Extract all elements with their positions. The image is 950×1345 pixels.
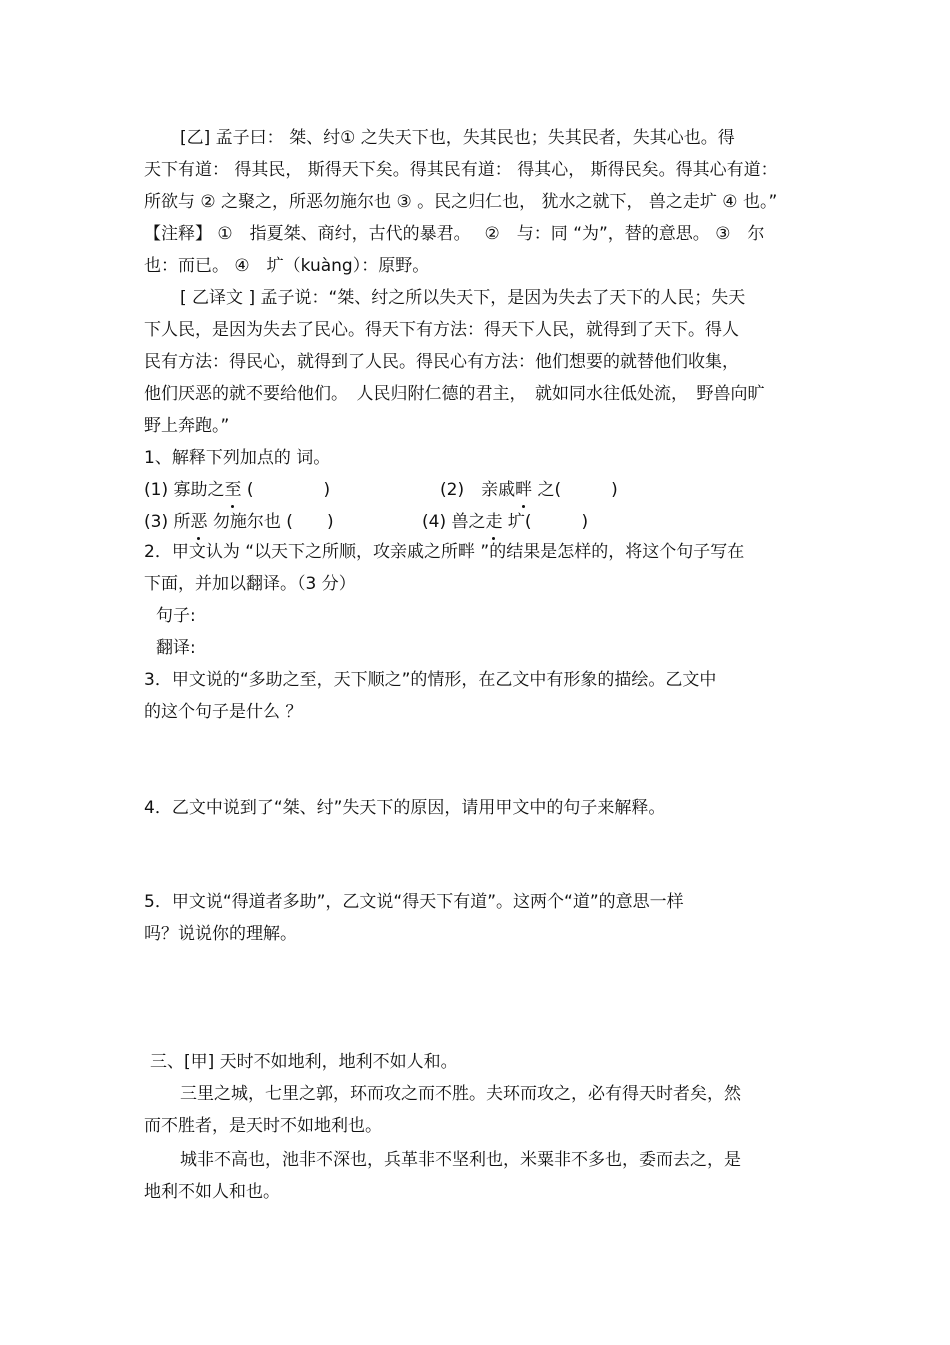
question-5-line-1: 5．甲文说“得道者多助”，乙文说“得天下有道”。这两个“道”的意思一样 <box>144 892 684 912</box>
section-3-p1-line-1: 三里之城，七里之郭，环而攻之而不胜。夫环而攻之，必有得天时者矣，然 <box>180 1084 741 1104</box>
question-2-line-2: 下面，并加以翻译。（3 分） <box>144 574 356 594</box>
item-close: ) <box>611 480 618 500</box>
question-1-item-2 <box>440 478 618 502</box>
translation-line-2: 下人民，是因为失去了民心。得天下有方法：得天下人民，就得到了天下。得人 <box>144 320 739 340</box>
translation-line-3: 民有方法：得民心，就得到了人民。得民心有方法：他们想要的就替他们收集， <box>144 352 739 372</box>
section-3-p1-line-2: 而不胜者，是天时不如地利也。 <box>144 1116 382 1136</box>
translation-line-4: 他们厌恶的就不要给他们。 人民归附仁德的君主， 就如同水往低处流， 野兽向旷 <box>144 384 765 404</box>
translation-line-5: 野上奔跑。” <box>144 416 230 436</box>
question-2-line-1: 2．甲文认为 “以天下之所顺，攻亲戚之所畔 ”的结果是怎样的，将这个句子写在 <box>144 542 745 562</box>
item-suffix: ( <box>241 480 254 500</box>
question-5-line-2: 吗？说说你的理解。 <box>144 924 297 944</box>
section-3-title: 三、[甲] 天时不如地利，地利不如人和。 <box>150 1052 458 1072</box>
question-2-translation-label: 翻译: <box>156 638 196 658</box>
question-1-item-3 <box>144 510 334 534</box>
item-suffix: 圹( <box>502 512 532 532</box>
question-3-line-1: 3．甲文说的“多助之至，天下顺之”的情形，在乙文中有形象的描绘。乙文中 <box>144 670 717 690</box>
annotation-line-2: 也：而已。 ④ 圹（kuàng）：原野。 <box>144 256 430 276</box>
item-close: ) <box>323 480 331 500</box>
item-prefix: (1) 寡助之 <box>144 480 225 500</box>
question-4: 4．乙文中说到了“桀、纣”失天下的原因，请用甲文中的句子来解释。 <box>144 798 666 818</box>
dotted-word: 至 <box>224 480 242 500</box>
translation-line-1: [ 乙译文 ] 孟子说：“桀、纣之所以失天下，是因为失去了天下的人民；失天 <box>180 288 746 308</box>
yi-line-3: 所欲与 ② 之聚之，所恶勿施尔也 ③ 。民之归仁也， 犹水之就下， 兽之走圹 ④ 也。” <box>144 192 778 212</box>
item-close: ) <box>326 512 334 532</box>
item-suffix: 勿施尔也 ( <box>207 512 293 532</box>
section-3-p2-line-1: 城非不高也，池非不深也，兵革非不坚利也，米粟非不多也，委而去之，是 <box>180 1150 741 1170</box>
dotted-word: 畔 <box>515 480 533 500</box>
question-3-line-2: 的这个句子是什么 ？ <box>144 702 303 722</box>
yi-line-1: [乙] 孟子曰： 桀、纣① 之失天下也，失其民也；失其民者，失其心也。得 <box>180 128 735 148</box>
dotted-word: 恶 <box>190 512 208 532</box>
section-3-p2-line-2: 地利不如人和也。 <box>144 1182 280 1202</box>
yi-line-2: 天下有道： 得其民， 斯得天下矣。得其民有道： 得其心， 斯得民矣。得其心有道： <box>144 160 778 180</box>
item-prefix: (2) 亲戚 <box>440 480 516 500</box>
question-1-title: 1、解释下列加点的 词。 <box>144 448 331 468</box>
item-prefix: (3) 所 <box>144 512 191 532</box>
question-1-item-4 <box>422 510 588 534</box>
item-close: ) <box>581 512 589 532</box>
question-1-item-1 <box>144 478 330 502</box>
annotation-line-1: 【注释】 ① 指夏桀、商纣，古代的暴君。 ② 与：同 “为”，替的意思。 ③ 尔 <box>144 224 765 244</box>
item-suffix: 之( <box>532 480 562 500</box>
dotted-word: 走 <box>485 512 503 532</box>
item-prefix: (4) 兽之 <box>422 512 486 532</box>
question-2-sentence-label: 句子: <box>156 606 196 626</box>
